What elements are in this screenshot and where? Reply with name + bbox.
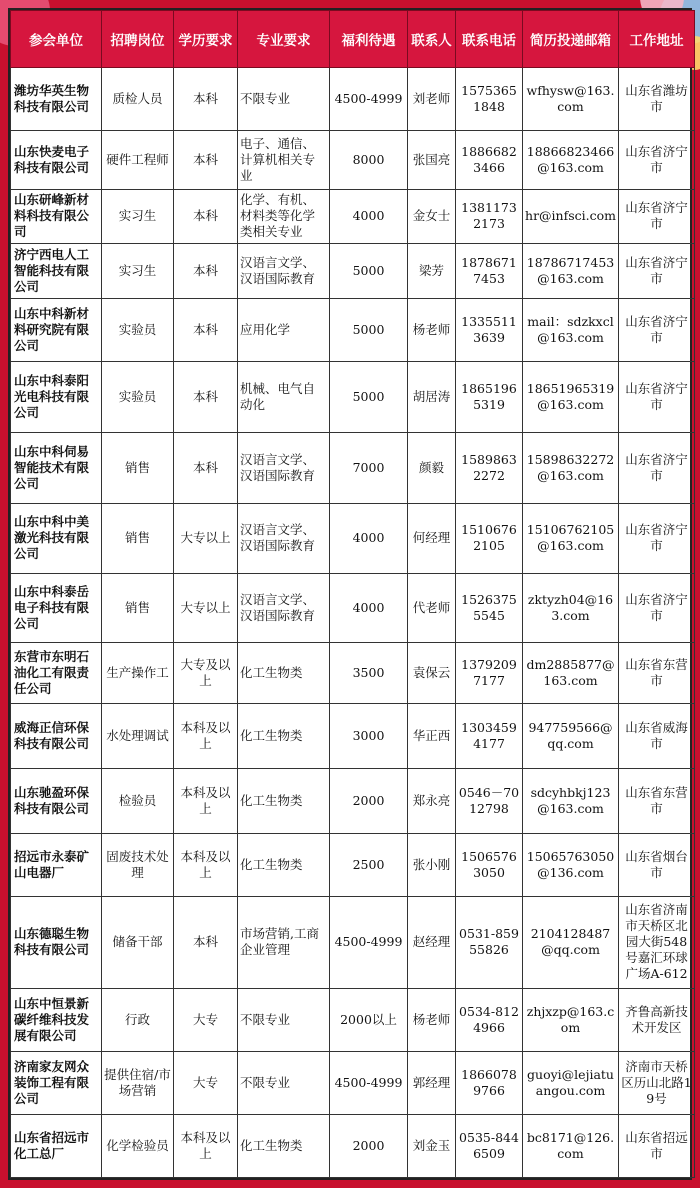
education-cell: 本科 bbox=[174, 298, 238, 361]
education-cell: 本科 bbox=[174, 244, 238, 299]
column-header: 联系电话 bbox=[456, 11, 523, 68]
table-row bbox=[11, 1114, 695, 1177]
recruitment-table-frame bbox=[8, 8, 692, 1180]
job-title-cell: 质检人员 bbox=[102, 68, 174, 131]
table-row bbox=[11, 68, 695, 131]
table-header-row bbox=[11, 11, 695, 68]
phone-cell: 0531-85955826 bbox=[456, 896, 523, 988]
table-row bbox=[11, 642, 695, 703]
education-cell: 大专以上 bbox=[174, 504, 238, 573]
email-cell: mail：sdzkxcl@163.com bbox=[523, 298, 619, 361]
company-name-cell: 山东德聪生物科技有限公司 bbox=[11, 896, 102, 988]
work-address-cell: 山东省招远市 bbox=[619, 1114, 695, 1177]
company-name-cell: 山东快麦电子科技有限公司 bbox=[11, 130, 102, 189]
job-title-cell: 检验员 bbox=[102, 768, 174, 833]
work-address-cell: 山东省东营市 bbox=[619, 642, 695, 703]
work-address-cell: 山东省东营市 bbox=[619, 768, 695, 833]
phone-cell: 13792097177 bbox=[456, 642, 523, 703]
major-cell: 不限专业 bbox=[238, 1051, 330, 1114]
education-cell: 大专及以上 bbox=[174, 642, 238, 703]
salary-cell: 4000 bbox=[330, 504, 408, 573]
company-name-cell: 山东中恒景新碳纤维科技发展有限公司 bbox=[11, 989, 102, 1052]
phone-cell: 13034594177 bbox=[456, 703, 523, 768]
table-row bbox=[11, 244, 695, 299]
major-cell: 市场营销,工商企业管理 bbox=[238, 896, 330, 988]
work-address-cell: 山东省烟台市 bbox=[619, 833, 695, 896]
job-title-cell: 销售 bbox=[102, 504, 174, 573]
work-address-cell: 济南市天桥区历山北路19号 bbox=[619, 1051, 695, 1114]
contact-person-cell: 张国亮 bbox=[408, 130, 456, 189]
education-cell: 本科及以上 bbox=[174, 768, 238, 833]
phone-cell: 18660789766 bbox=[456, 1051, 523, 1114]
salary-cell: 2000 bbox=[330, 768, 408, 833]
company-name-cell: 潍坊华英生物科技有限公司 bbox=[11, 68, 102, 131]
email-cell: zhjxzp@163.com bbox=[523, 989, 619, 1052]
phone-cell: 15263755545 bbox=[456, 573, 523, 642]
column-header: 简历投递邮箱 bbox=[523, 11, 619, 68]
email-cell: zktyzh04@163.com bbox=[523, 573, 619, 642]
email-cell: 18786717453@163.com bbox=[523, 244, 619, 299]
email-cell: 15898632272@163.com bbox=[523, 433, 619, 504]
table-row bbox=[11, 361, 695, 432]
company-name-cell: 济南家友网众装饰工程有限公司 bbox=[11, 1051, 102, 1114]
email-cell: sdcyhbkj123@163.com bbox=[523, 768, 619, 833]
major-cell: 化工生物类 bbox=[238, 1114, 330, 1177]
work-address-cell: 山东省济宁市 bbox=[619, 504, 695, 573]
work-address-cell: 山东省济宁市 bbox=[619, 189, 695, 244]
table-row bbox=[11, 1051, 695, 1114]
company-name-cell: 山东研峰新材料科技有限公司 bbox=[11, 189, 102, 244]
education-cell: 本科 bbox=[174, 189, 238, 244]
phone-cell: 15898632272 bbox=[456, 433, 523, 504]
table-row bbox=[11, 130, 695, 189]
work-address-cell: 齐鲁高新技术开发区 bbox=[619, 989, 695, 1052]
salary-cell: 3000 bbox=[330, 703, 408, 768]
major-cell: 汉语言文学、汉语国际教育 bbox=[238, 573, 330, 642]
job-title-cell: 生产操作工 bbox=[102, 642, 174, 703]
salary-cell: 4000 bbox=[330, 573, 408, 642]
email-cell: dm2885877@163.com bbox=[523, 642, 619, 703]
job-title-cell: 化学检验员 bbox=[102, 1114, 174, 1177]
phone-cell: 15065763050 bbox=[456, 833, 523, 896]
company-name-cell: 山东中科泰岳电子科技有限公司 bbox=[11, 573, 102, 642]
contact-person-cell: 郑永亮 bbox=[408, 768, 456, 833]
email-cell: hr@infsci.com bbox=[523, 189, 619, 244]
company-name-cell: 山东中科新材料研究院有限公司 bbox=[11, 298, 102, 361]
email-cell: 15106762105@163.com bbox=[523, 504, 619, 573]
work-address-cell: 山东省济南市天桥区北园大街548号嘉汇环球广场A-612 bbox=[619, 896, 695, 988]
phone-cell: 18786717453 bbox=[456, 244, 523, 299]
salary-cell: 5000 bbox=[330, 244, 408, 299]
column-header: 联系人 bbox=[408, 11, 456, 68]
table-row bbox=[11, 703, 695, 768]
contact-person-cell: 华正西 bbox=[408, 703, 456, 768]
phone-cell: 0534-8124966 bbox=[456, 989, 523, 1052]
major-cell: 电子、通信、计算机相关专业 bbox=[238, 130, 330, 189]
major-cell: 化工生物类 bbox=[238, 642, 330, 703]
email-cell: 2104128487@qq.com bbox=[523, 896, 619, 988]
job-title-cell: 储备干部 bbox=[102, 896, 174, 988]
work-address-cell: 山东省济宁市 bbox=[619, 130, 695, 189]
company-name-cell: 济宁西电人工智能科技有限公司 bbox=[11, 244, 102, 299]
phone-cell: 15753651848 bbox=[456, 68, 523, 131]
contact-person-cell: 杨老师 bbox=[408, 989, 456, 1052]
email-cell: bc8171@126.com bbox=[523, 1114, 619, 1177]
contact-person-cell: 颜毅 bbox=[408, 433, 456, 504]
company-name-cell: 山东中科泰阳光电科技有限公司 bbox=[11, 361, 102, 432]
phone-cell: 13355113639 bbox=[456, 298, 523, 361]
major-cell: 不限专业 bbox=[238, 989, 330, 1052]
education-cell: 本科及以上 bbox=[174, 1114, 238, 1177]
salary-cell: 4500-4999 bbox=[330, 1051, 408, 1114]
contact-person-cell: 代老师 bbox=[408, 573, 456, 642]
work-address-cell: 山东省济宁市 bbox=[619, 244, 695, 299]
work-address-cell: 山东省潍坊市 bbox=[619, 68, 695, 131]
salary-cell: 2000以上 bbox=[330, 989, 408, 1052]
job-title-cell: 实验员 bbox=[102, 298, 174, 361]
company-name-cell: 山东驰盈环保科技有限公司 bbox=[11, 768, 102, 833]
salary-cell: 2500 bbox=[330, 833, 408, 896]
table-row bbox=[11, 189, 695, 244]
table-row bbox=[11, 298, 695, 361]
contact-person-cell: 刘老师 bbox=[408, 68, 456, 131]
education-cell: 本科 bbox=[174, 361, 238, 432]
education-cell: 本科及以上 bbox=[174, 703, 238, 768]
work-address-cell: 山东省济宁市 bbox=[619, 433, 695, 504]
company-name-cell: 山东省招远市化工总厂 bbox=[11, 1114, 102, 1177]
company-name-cell: 招远市永泰矿山电器厂 bbox=[11, 833, 102, 896]
job-title-cell: 实习生 bbox=[102, 189, 174, 244]
work-address-cell: 山东省济宁市 bbox=[619, 361, 695, 432]
recruitment-table bbox=[10, 10, 695, 1178]
education-cell: 本科 bbox=[174, 896, 238, 988]
work-address-cell: 山东省威海市 bbox=[619, 703, 695, 768]
job-title-cell: 水处理调试 bbox=[102, 703, 174, 768]
education-cell: 大专 bbox=[174, 1051, 238, 1114]
job-title-cell: 硬件工程师 bbox=[102, 130, 174, 189]
column-header: 学历要求 bbox=[174, 11, 238, 68]
major-cell: 机械、电气自动化 bbox=[238, 361, 330, 432]
job-title-cell: 销售 bbox=[102, 573, 174, 642]
column-header: 工作地址 bbox=[619, 11, 695, 68]
table-body bbox=[11, 68, 695, 1178]
phone-cell: 0546－7012798 bbox=[456, 768, 523, 833]
email-cell: 18866823466@163.com bbox=[523, 130, 619, 189]
table-row bbox=[11, 433, 695, 504]
company-name-cell: 山东中科中美激光科技有限公司 bbox=[11, 504, 102, 573]
major-cell: 化工生物类 bbox=[238, 703, 330, 768]
salary-cell: 4500-4999 bbox=[330, 896, 408, 988]
phone-cell: 18651965319 bbox=[456, 361, 523, 432]
company-name-cell: 山东中科伺易智能技术有限公司 bbox=[11, 433, 102, 504]
table-row bbox=[11, 989, 695, 1052]
phone-cell: 13811732173 bbox=[456, 189, 523, 244]
table-row bbox=[11, 504, 695, 573]
phone-cell: 15106762105 bbox=[456, 504, 523, 573]
contact-person-cell: 张小刚 bbox=[408, 833, 456, 896]
job-title-cell: 实习生 bbox=[102, 244, 174, 299]
job-title-cell: 销售 bbox=[102, 433, 174, 504]
salary-cell: 5000 bbox=[330, 361, 408, 432]
column-header: 招聘岗位 bbox=[102, 11, 174, 68]
work-address-cell: 山东省济宁市 bbox=[619, 573, 695, 642]
major-cell: 汉语言文学、汉语国际教育 bbox=[238, 433, 330, 504]
email-cell: 947759566@qq.com bbox=[523, 703, 619, 768]
major-cell: 不限专业 bbox=[238, 68, 330, 131]
contact-person-cell: 杨老师 bbox=[408, 298, 456, 361]
job-title-cell: 提供住宿/市场营销 bbox=[102, 1051, 174, 1114]
salary-cell: 4000 bbox=[330, 189, 408, 244]
major-cell: 化工生物类 bbox=[238, 768, 330, 833]
company-name-cell: 威海正信环保科技有限公司 bbox=[11, 703, 102, 768]
table-row bbox=[11, 768, 695, 833]
table-row bbox=[11, 833, 695, 896]
email-cell: 15065763050@136.com bbox=[523, 833, 619, 896]
salary-cell: 8000 bbox=[330, 130, 408, 189]
column-header: 专业要求 bbox=[238, 11, 330, 68]
major-cell: 化工生物类 bbox=[238, 833, 330, 896]
salary-cell: 2000 bbox=[330, 1114, 408, 1177]
job-title-cell: 实验员 bbox=[102, 361, 174, 432]
major-cell: 应用化学 bbox=[238, 298, 330, 361]
major-cell: 汉语言文学、汉语国际教育 bbox=[238, 504, 330, 573]
education-cell: 本科 bbox=[174, 433, 238, 504]
contact-person-cell: 刘金玉 bbox=[408, 1114, 456, 1177]
table-row bbox=[11, 896, 695, 988]
education-cell: 大专 bbox=[174, 989, 238, 1052]
job-title-cell: 行政 bbox=[102, 989, 174, 1052]
education-cell: 大专以上 bbox=[174, 573, 238, 642]
contact-person-cell: 梁芳 bbox=[408, 244, 456, 299]
email-cell: guoyi@lejiatuangou.com bbox=[523, 1051, 619, 1114]
major-cell: 汉语言文学、汉语国际教育 bbox=[238, 244, 330, 299]
column-header: 福利待遇 bbox=[330, 11, 408, 68]
education-cell: 本科及以上 bbox=[174, 833, 238, 896]
contact-person-cell: 袁保云 bbox=[408, 642, 456, 703]
major-cell: 化学、有机、材料类等化学类相关专业 bbox=[238, 189, 330, 244]
email-cell: wfhysw@163.com bbox=[523, 68, 619, 131]
column-header: 参会单位 bbox=[11, 11, 102, 68]
contact-person-cell: 郭经理 bbox=[408, 1051, 456, 1114]
salary-cell: 4500-4999 bbox=[330, 68, 408, 131]
salary-cell: 7000 bbox=[330, 433, 408, 504]
work-address-cell: 山东省济宁市 bbox=[619, 298, 695, 361]
contact-person-cell: 赵经理 bbox=[408, 896, 456, 988]
table-row bbox=[11, 573, 695, 642]
education-cell: 本科 bbox=[174, 68, 238, 131]
contact-person-cell: 金女士 bbox=[408, 189, 456, 244]
job-title-cell: 固废技术处理 bbox=[102, 833, 174, 896]
contact-person-cell: 何经理 bbox=[408, 504, 456, 573]
contact-person-cell: 胡居涛 bbox=[408, 361, 456, 432]
education-cell: 本科 bbox=[174, 130, 238, 189]
phone-cell: 18866823466 bbox=[456, 130, 523, 189]
company-name-cell: 东营市东明石油化工有限责任公司 bbox=[11, 642, 102, 703]
phone-cell: 0535-8446509 bbox=[456, 1114, 523, 1177]
salary-cell: 5000 bbox=[330, 298, 408, 361]
salary-cell: 3500 bbox=[330, 642, 408, 703]
email-cell: 18651965319@163.com bbox=[523, 361, 619, 432]
